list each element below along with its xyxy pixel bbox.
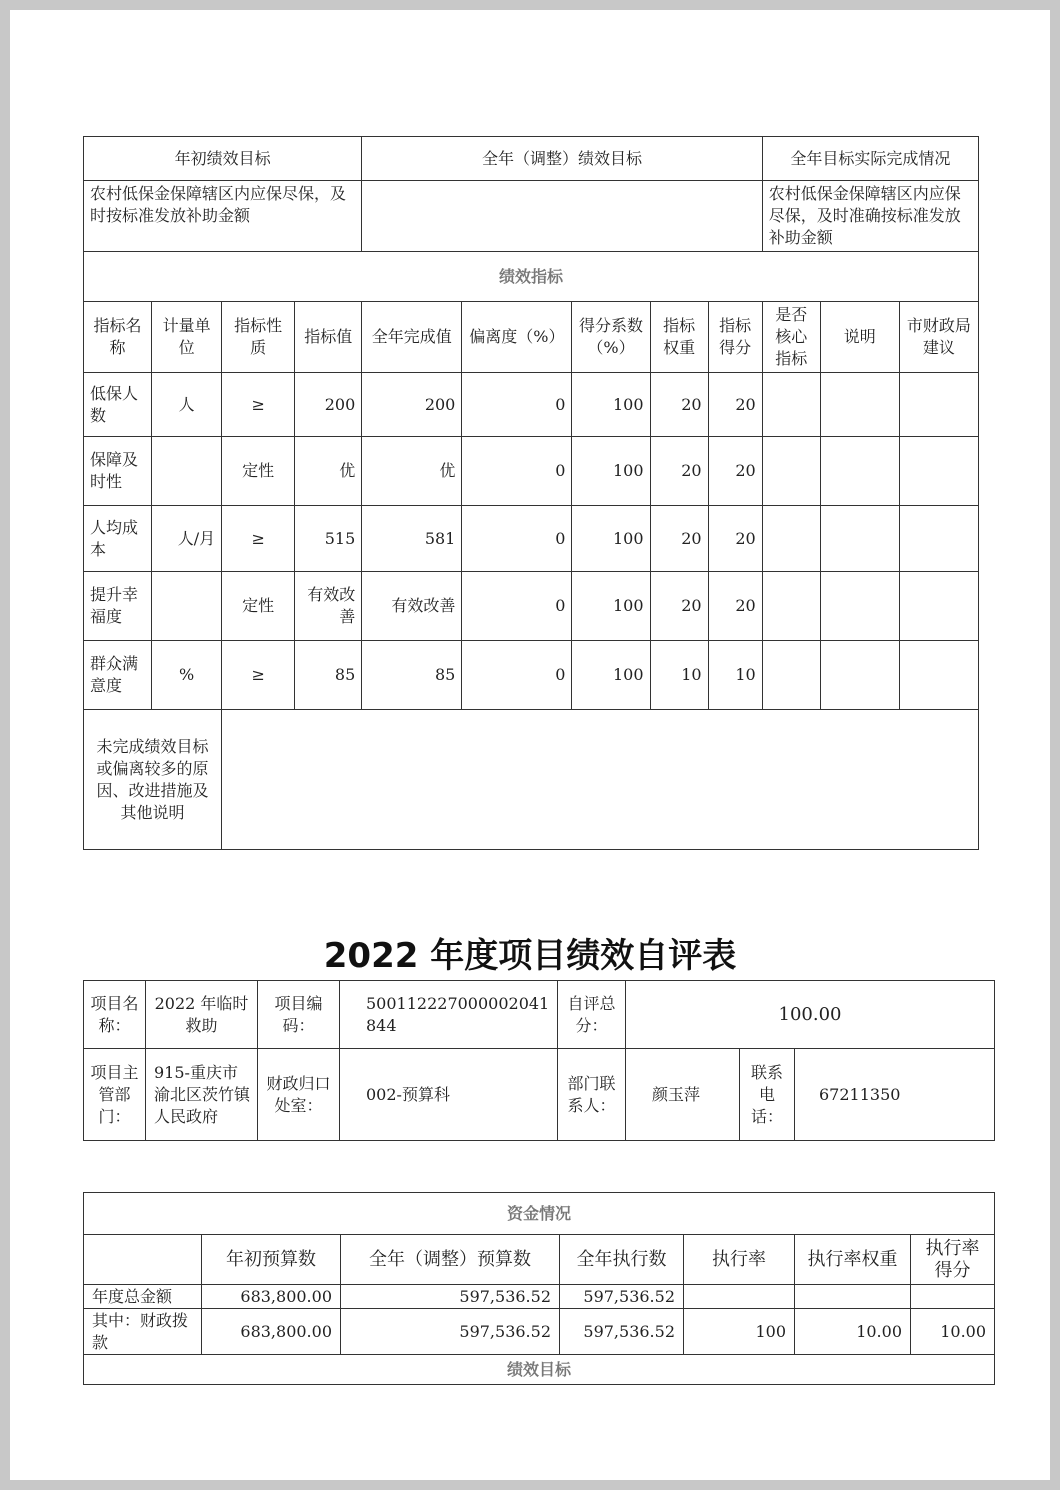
indicator-unit: 人/月 [152,506,222,572]
table-row [84,373,979,437]
indicator-name: 提升幸福度 [84,572,152,641]
indicator-core [762,373,820,437]
initial-goal-text: 农村低保金保障辖区内应保尽保，及时按标准发放补助金额 [84,181,362,252]
contact-label: 部门联系人： [558,1049,626,1141]
col-header-note: 说明 [820,302,899,373]
indicator-actual: 85 [362,641,462,710]
project-code: 500112227000002041844 [340,981,558,1049]
indicator-actual: 优 [362,437,462,506]
table-row [84,506,979,572]
indicator-note [820,641,899,710]
indicator-coef: 100 [572,572,650,641]
indicator-actual: 581 [362,506,462,572]
actual-goal-text: 农村低保金保障辖区内应保尽保，及时准确按标准发放补助金额 [762,181,978,252]
finance-value: 002-预算科 [340,1049,558,1141]
funding-row-label: 年度总金额 [84,1285,202,1309]
indicator-deviation: 0 [462,373,572,437]
indicator-weight: 10 [650,641,708,710]
indicator-name: 人均成本 [84,506,152,572]
header-actual-completion: 全年目标实际完成情况 [762,137,978,181]
indicator-nature: ≥ [222,641,295,710]
indicator-core [762,641,820,710]
funding-adjusted: 597,536.52 [341,1285,560,1309]
indicator-coef: 100 [572,506,650,572]
indicator-deviation: 0 [462,572,572,641]
indicator-nature: 定性 [222,437,295,506]
col-header-target: 指标值 [295,302,362,373]
indicator-nature: 定性 [222,572,295,641]
col-header-rate: 执行率 [684,1235,795,1285]
adjusted-goal-text [362,181,762,252]
indicator-target: 200 [295,373,362,437]
self-score-label: 自评总分： [558,981,626,1049]
col-header-actual: 全年完成值 [362,302,462,373]
col-header-initial-budget: 年初预算数 [202,1235,341,1285]
reason-label: 未完成绩效目标或偏离较多的原因、改进措施及其他说明 [84,710,222,850]
col-header-deviation: 偏离度（%） [462,302,572,373]
funding-table [83,1192,995,1385]
table-row [84,437,979,506]
funding-initial: 683,800.00 [202,1285,341,1309]
indicator-coef: 100 [572,373,650,437]
phone-label: 联系电话： [740,1049,795,1141]
reason-value [222,710,979,850]
col-header-adjusted-budget: 全年（调整）预算数 [341,1235,560,1285]
section-funding: 资金情况 [84,1193,995,1235]
document-title: 2022 年度项目绩效自评表 [323,936,737,976]
indicator-note [820,437,899,506]
project-info-table [83,980,995,1141]
funding-rate: 100 [684,1309,795,1355]
indicator-target: 优 [295,437,362,506]
contact-value: 颜玉萍 [626,1049,740,1141]
col-header-name: 指标名称 [84,302,152,373]
dept-label: 项目主管部门： [84,1049,146,1141]
indicator-unit [152,572,222,641]
table-row [84,1285,995,1309]
funding-executed: 597,536.52 [560,1309,684,1355]
col-header-coef: 得分系数（%） [572,302,650,373]
indicator-unit [152,437,222,506]
funding-weight: 10.00 [795,1309,911,1355]
indicator-core [762,506,820,572]
funding-score: 10.00 [911,1309,995,1355]
indicator-target: 515 [295,506,362,572]
indicator-target: 有效改善 [295,572,362,641]
indicator-weight: 20 [650,506,708,572]
indicator-score: 20 [708,572,762,641]
self-score: 100.00 [626,981,995,1049]
indicator-score: 20 [708,373,762,437]
col-header-score: 指标得分 [708,302,762,373]
funding-score [911,1285,995,1309]
indicator-score: 20 [708,437,762,506]
funding-adjusted: 597,536.52 [341,1309,560,1355]
indicator-header-row [84,302,979,373]
col-header-unit: 计量单位 [152,302,222,373]
funding-weight [795,1285,911,1309]
indicator-advice [899,373,978,437]
funding-initial: 683,800.00 [202,1309,341,1355]
indicator-core [762,572,820,641]
indicator-deviation: 0 [462,506,572,572]
project-code-label: 项目编码： [258,981,340,1049]
col-header-executed: 全年执行数 [560,1235,684,1285]
indicator-advice [899,506,978,572]
indicator-name: 群众满意度 [84,641,152,710]
indicator-weight: 20 [650,572,708,641]
indicator-coef: 100 [572,641,650,710]
indicator-note [820,572,899,641]
indicator-weight: 20 [650,373,708,437]
header-adjusted-goal: 全年（调整）绩效目标 [362,137,762,181]
table-row [84,1309,995,1355]
section-performance-goals: 绩效目标 [84,1355,995,1385]
indicator-advice [899,437,978,506]
phone-value: 67211350 [795,1049,995,1141]
document-page [10,10,1050,1480]
indicator-deviation: 0 [462,437,572,506]
col-header-nature: 指标性质 [222,302,295,373]
funding-header-row [84,1235,995,1285]
project-name: 2022 年临时救助 [146,981,258,1049]
col-header-rate-score: 执行率得分 [911,1235,995,1285]
indicator-deviation: 0 [462,641,572,710]
col-header-weight: 指标权重 [650,302,708,373]
indicator-name: 保障及时性 [84,437,152,506]
project-name-label: 项目名称： [84,981,146,1049]
funding-executed: 597,536.52 [560,1285,684,1309]
indicator-nature: ≥ [222,506,295,572]
dept-value: 915-重庆市渝北区茨竹镇人民政府 [146,1049,258,1141]
indicator-core [762,437,820,506]
indicator-unit: 人 [152,373,222,437]
indicator-actual: 200 [362,373,462,437]
performance-indicator-table [83,136,979,850]
finance-label: 财政归口处室： [258,1049,340,1141]
col-header-blank [84,1235,202,1285]
indicator-score: 10 [708,641,762,710]
indicator-unit: % [152,641,222,710]
indicator-advice [899,572,978,641]
indicator-advice [899,641,978,710]
header-initial-goal: 年初绩效目标 [84,137,362,181]
table-row [84,572,979,641]
col-header-rate-weight: 执行率权重 [795,1235,911,1285]
indicator-note [820,373,899,437]
indicator-actual: 有效改善 [362,572,462,641]
indicator-nature: ≥ [222,373,295,437]
funding-rate [684,1285,795,1309]
col-header-advice: 市财政局建议 [899,302,978,373]
indicator-name: 低保人数 [84,373,152,437]
funding-row-label: 其中：财政拨款 [84,1309,202,1355]
indicator-target: 85 [295,641,362,710]
indicator-coef: 100 [572,437,650,506]
indicator-weight: 20 [650,437,708,506]
col-header-core: 是否核心指标 [762,302,820,373]
table-row [84,641,979,710]
indicator-score: 20 [708,506,762,572]
indicator-note [820,506,899,572]
section-performance-indicators: 绩效指标 [84,252,979,302]
